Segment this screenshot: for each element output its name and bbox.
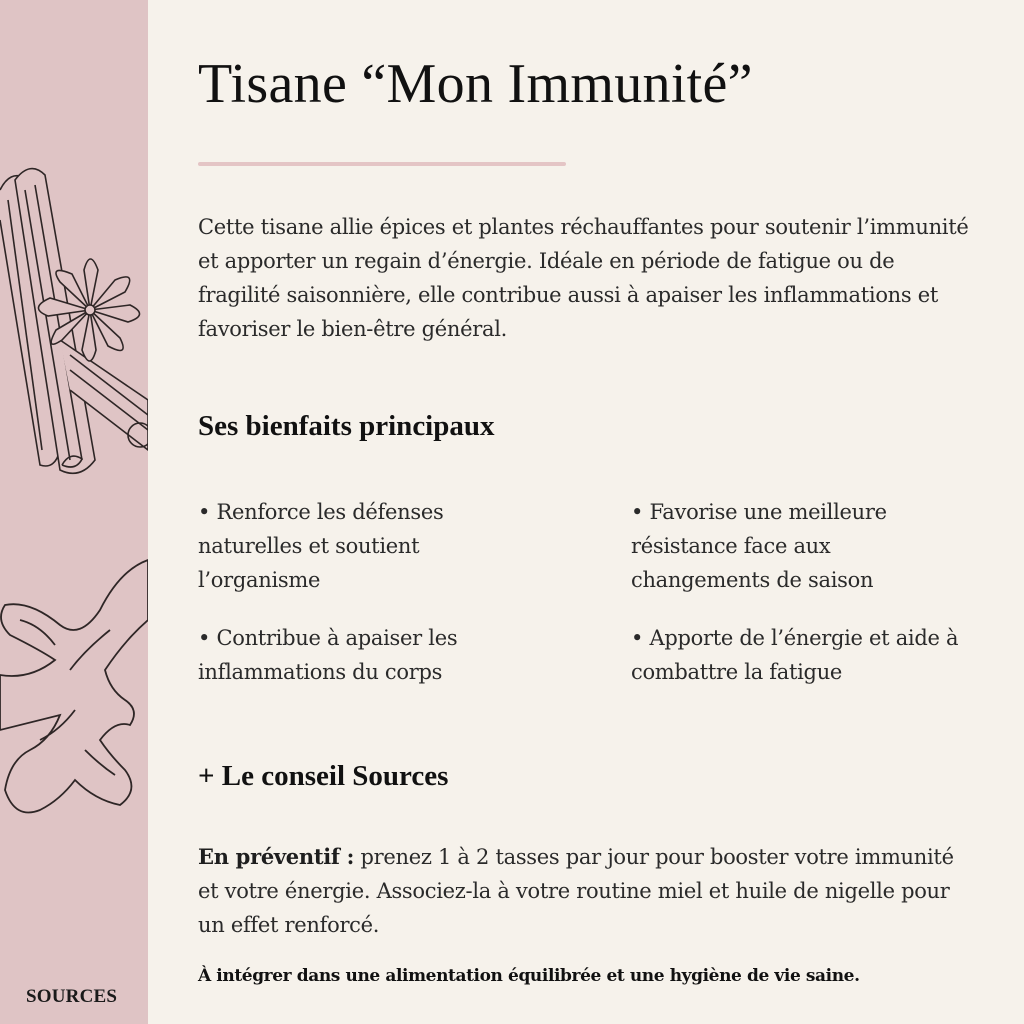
sidebar xyxy=(0,0,148,1024)
benefit-item: • Favorise une meilleure résistance face aux changements de saison xyxy=(631,500,887,592)
intro-paragraph: Cette tisane allie épices et plantes réchauffantes pour soutenir l’immunité et apporter un regain d’énergie. Idéale en période de fatigue ou de fragilité saisonnière, elle contribue aussi à apaiser les inflammations et favoriser le bien-être général. xyxy=(198,215,969,341)
tip-heading: + Le conseil Sources xyxy=(198,760,449,792)
tip-label: En préventif : xyxy=(198,844,355,869)
title-divider xyxy=(198,162,566,166)
benefits-heading: Ses bienfaits principaux xyxy=(198,410,495,442)
brand-logo: SOURCES xyxy=(26,986,118,1007)
benefit-item: • Contribue à apaiser les inflammations du corps xyxy=(198,626,458,684)
page-title: Tisane “Mon Immunité” xyxy=(198,53,753,115)
benefit-item: • Apporte de l’énergie et aide à combattre la fatigue xyxy=(631,626,959,684)
ginger-root-icon xyxy=(0,550,148,840)
footer-note: À intégrer dans une alimentation équilibrée et une hygiène de vie saine. xyxy=(198,966,860,986)
benefit-item: • Renforce les défenses naturelles et soutient l’organisme xyxy=(198,500,444,592)
tip-paragraph xyxy=(198,840,978,942)
cinnamon-star-anise-icon xyxy=(0,160,148,490)
tip-text: prenez 1 à 2 tasses par jour pour booster votre immunité et votre énergie. Associez-la à votre routine miel et huile de nigelle pour un effet renforcé. xyxy=(198,845,954,937)
